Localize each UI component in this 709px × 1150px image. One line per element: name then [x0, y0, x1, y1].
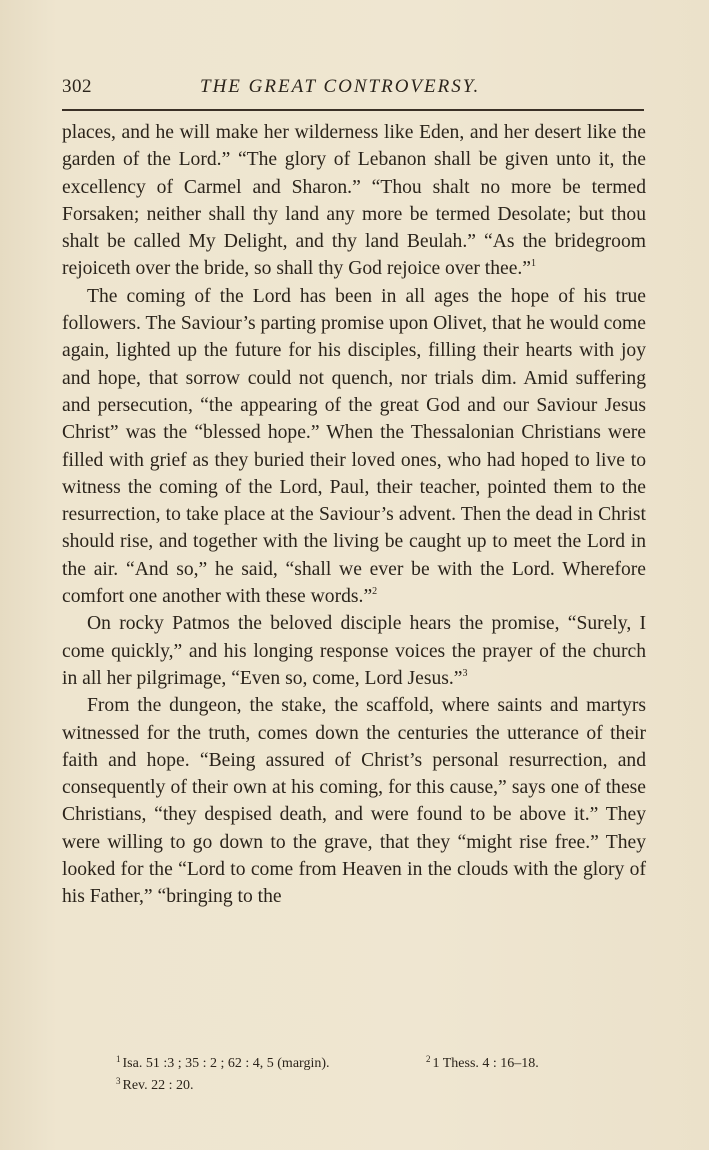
- paragraph-text: The coming of the Lord has been in all ages the hope of his true followers. The Saviour’s parting promise upon Olivet, that he would come again, lighted up the future for his disciples, filling their hearts with joy and hope, that sorrow could not quench, nor trials dim. Amid suffering and persecution, “the appearing of the great God and our Saviour Jesus Christ” was the “blessed hope.” When the Thessalonian Christians were filled with grief as they buried their loved ones, who had hoped to live to witness the coming of the Lord, Paul, their teacher, pointed them to the resurrection, to take place at the Saviour’s advent. Then the dead in Christ should rise, and together with the living be caught up to meet the Lord in the air. “And so,” he said, “shall we ever be with the Lord. Wherefore comfort one another with these words.”: [62, 285, 646, 608]
- footnote-3: [116, 1075, 194, 1097]
- page-number: 302: [62, 76, 92, 97]
- footnote-mark: 1: [116, 1054, 121, 1064]
- header-rule: [62, 109, 644, 111]
- footnote-text: 1 Thess. 4 : 16–18.: [432, 1056, 539, 1071]
- paragraph-2: [62, 283, 646, 611]
- paragraph-text: places, and he will make her wilderness like Eden, and her desert like the garden of the Lord.” “The glory of Lebanon shall be given unto it, the excellency of Carmel and Sharon.” “Thou shalt no more be termed Forsaken; neither shall thy land any more be termed Desolate; but thou shalt be called My Delight, and thy land Beulah.” “As the bridegroom rejoiceth over the bride, so shall thy God rejoice over thee.”: [62, 122, 646, 280]
- paragraph-3: [62, 610, 646, 692]
- paragraph-4: [62, 692, 646, 910]
- footnote-2: [426, 1053, 539, 1075]
- footnote-mark: 3: [116, 1076, 121, 1086]
- footnote-ref: 2: [372, 586, 378, 598]
- paragraph-text: On rocky Patmos the beloved disciple hears the promise, “Surely, I come quickly,” and his longing response voices the prayer of the church in all her pilgrimage, “Even so, come, Lord Jesus.”: [62, 613, 646, 689]
- running-title: THE GREAT CONTROVERSY.: [200, 76, 481, 97]
- footnote-ref: 1: [531, 258, 536, 270]
- footnote-ref: 3: [462, 667, 468, 679]
- body-text: [62, 119, 646, 911]
- running-header: [62, 76, 644, 104]
- footnote-text: Rev. 22 : 20.: [122, 1078, 194, 1093]
- paragraph-text: From the dungeon, the stake, the scaffold, where saints and martyrs witnessed for the truth, comes down the centuries the utterance of their faith and hope. “Being assured of Christ’s personal resurrection, and consequently of their own at his coming, for this cause,” says one of these Christians, “they despised death, and were found to be above it.” They were willing to go down to the grave, that they “might rise free.” They looked for the “Lord to come from Heaven in the clouds with the glory of his Father,” “bringing to the: [62, 695, 646, 908]
- footnote-1: [116, 1053, 330, 1075]
- footnote-text: Isa. 51 :3 ; 35 : 2 ; 62 : 4, 5 (margin).: [122, 1056, 330, 1071]
- paragraph-1: [62, 119, 646, 283]
- footnote-mark: 2: [426, 1054, 431, 1064]
